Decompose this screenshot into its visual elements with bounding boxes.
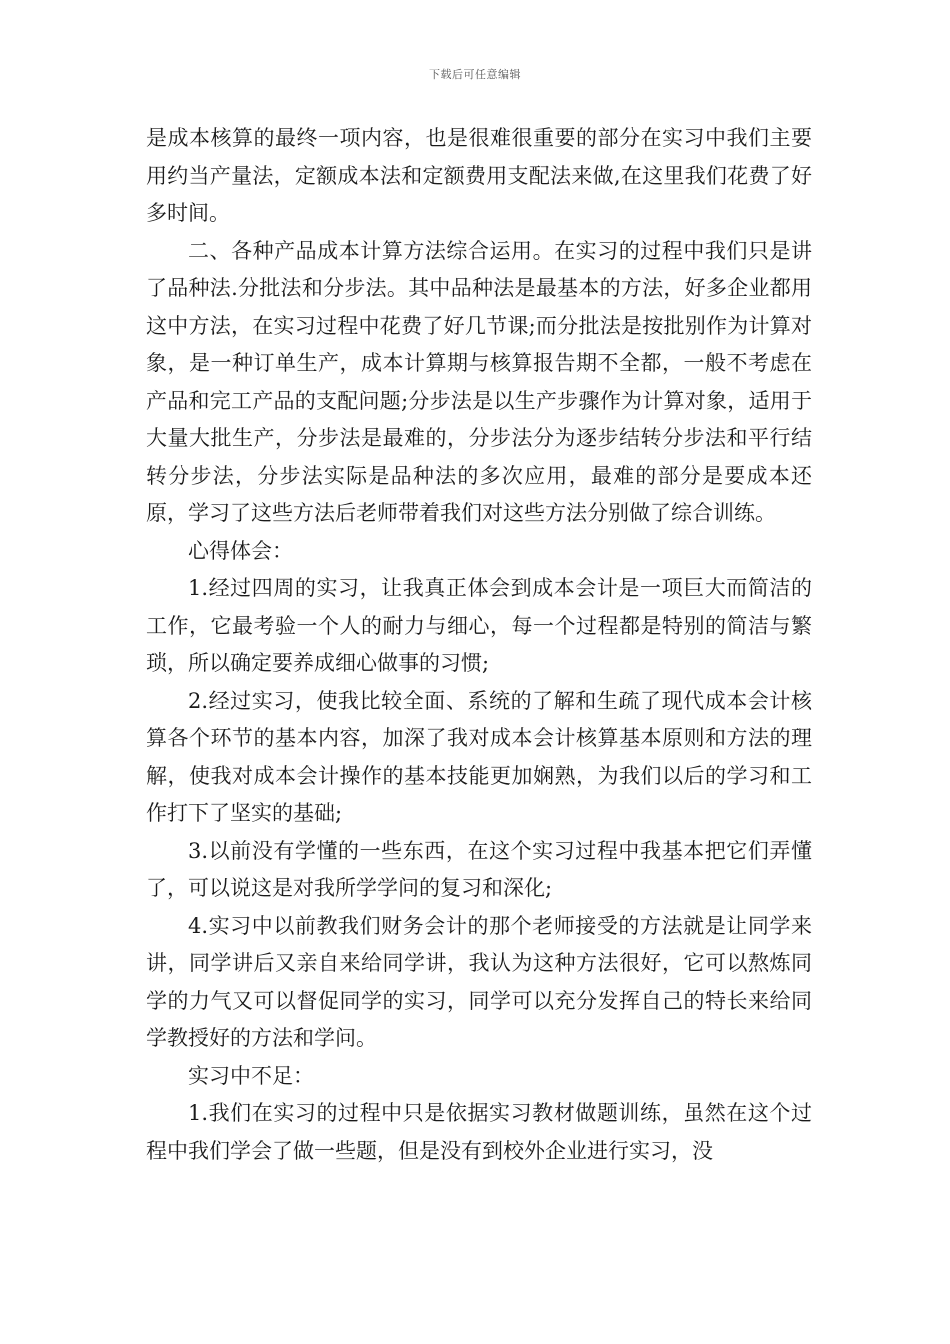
paragraph-shortcoming-1: 1.我们在实习的过程中只是依据实习教材做题训练，虽然在这个过程中我们学会了做一些题，但是没有到校外企业进行实习，没	[146, 1101, 812, 1163]
page-header: 下载后可任意编辑	[429, 68, 521, 81]
paragraph-reflection-4: 4.实习中以前教我们财务会计的那个老师接受的方法就是让同学来讲，同学讲后又亲自来给同学讲，我认为这种方法很好，它可以熬炼同学的力气又可以督促同学的实习，同学可以充分发挥自己的特长来给同学教授好的方法和学问。	[146, 913, 812, 1050]
paragraph-cost-allocation-end: 是成本核算的最终一项内容，也是很难很重要的部分在实习中我们主要用约当产量法，定额成本法和定额费用支配法来做,在这里我们花费了好多时间。	[146, 126, 812, 225]
paragraph-reflection-1: 1.经过四周的实习，让我真正体会到成本会计是一项巨大而简洁的工作，它最考验一个人的耐力与细心，每一个过程都是特别的简洁与繁琐，所以确定要养成细心做事的习惯;	[146, 576, 812, 675]
paragraph-reflection-2: 2.经过实习，使我比较全面、系统的了解和生疏了现代成本会计核算各个环节的基本内容，加深了我对成本会计核算基本原则和方法的理解，使我对成本会计操作的基本技能更加娴熟，为我们以后的学习和工作打下了坚实的基础;	[146, 688, 812, 825]
paragraph-cost-methods: 二、各种产品成本计算方法综合运用。在实习的过程中我们只是讲了品种法.分批法和分步法。其中品种法是最基本的方法，好多企业都用这中方法，在实习过程中花费了好几节课;而分批法是按批别作为计算对象，是一种订单生产，成本计算期与核算报告期不全都，一般不考虑在产品和完工产品的支配问题;分步法是以生产步骤作为计算对象，适用于大量大批生产，分步法是最难的，分步法分为逐步结转分步法和平行结转分步法，分步法实际是品种法的多次应用，最难的部分是要成本还原，学习了这些方法后老师带着我们对这些方法分别做了综合训练。	[146, 238, 812, 525]
heading-shortcomings: 实习中不足：	[188, 1063, 314, 1088]
paragraph-reflection-3: 3.以前没有学懂的一些东西，在这个实习过程中我基本把它们弄懂了，可以说这是对我所学学问的复习和深化;	[146, 838, 812, 900]
heading-reflections: 心得体会：	[188, 538, 293, 563]
document-body	[146, 120, 812, 1170]
